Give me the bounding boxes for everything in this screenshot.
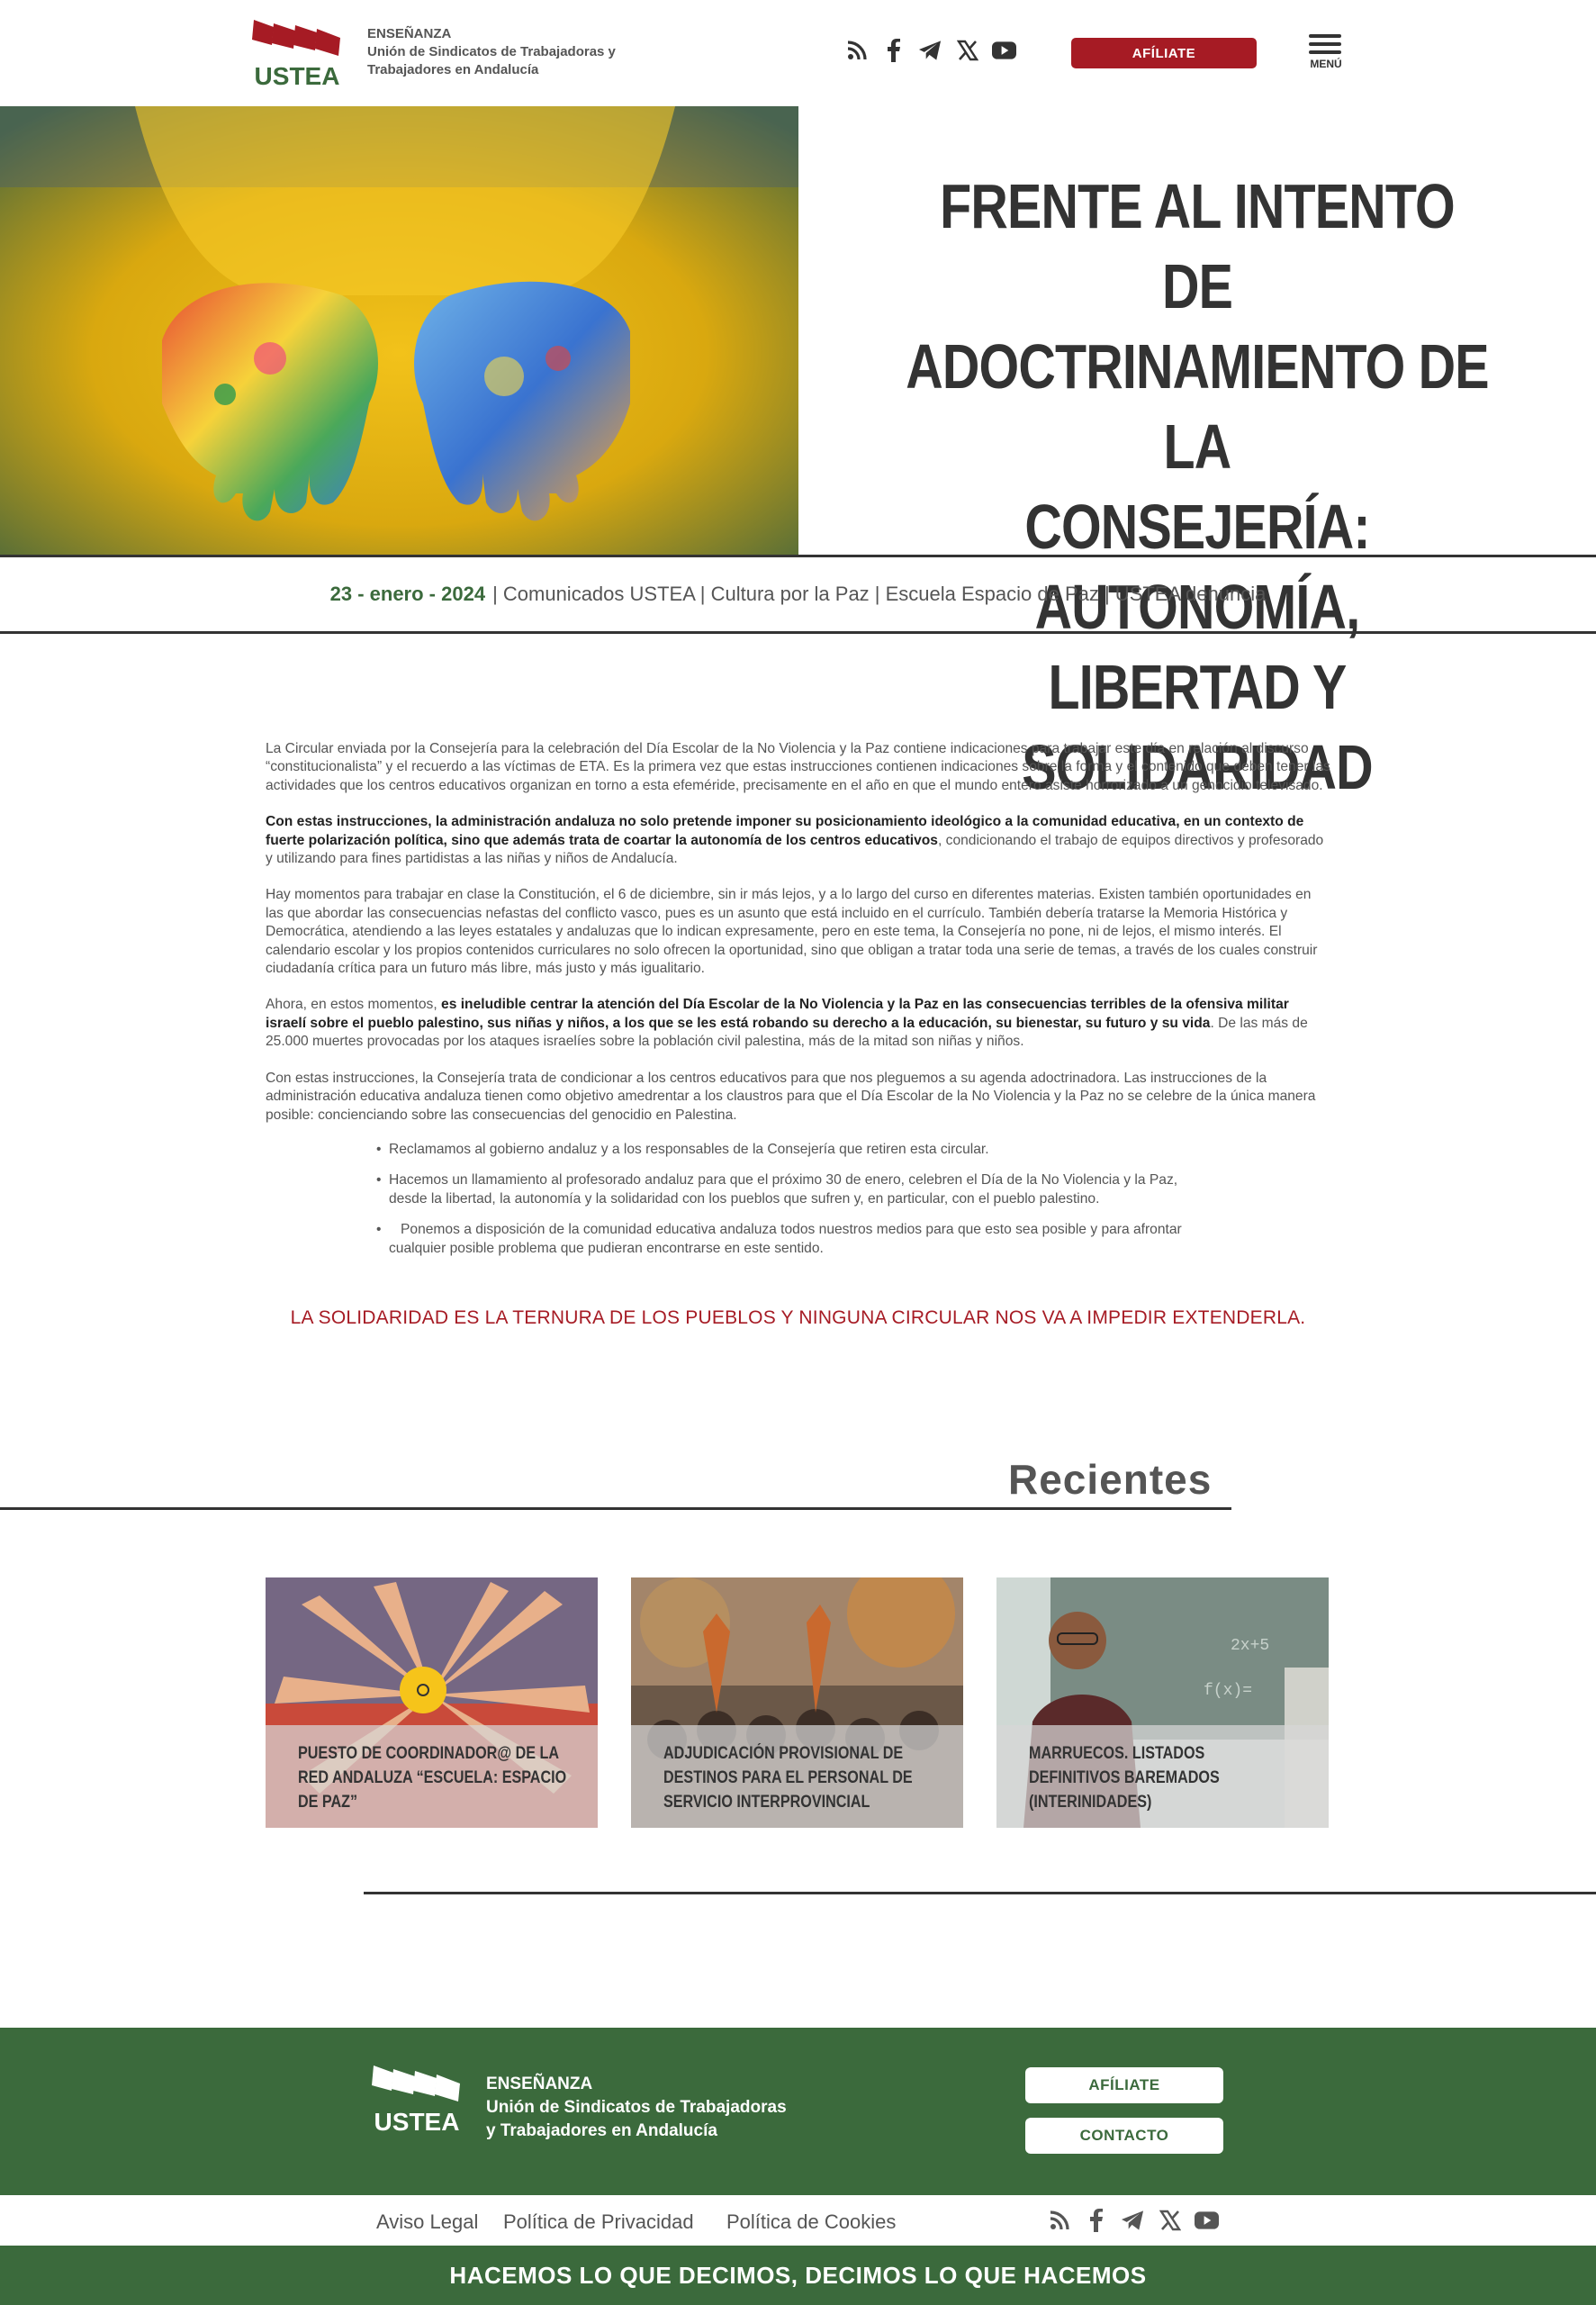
social-links-header (844, 38, 1016, 62)
footer-slogan: HACEMOS LO QUE DECIMOS, DECIMOS LO QUE HACEMOS (0, 2246, 1596, 2305)
menu-button[interactable] (1309, 34, 1343, 70)
card-title[interactable]: PUESTO DE COORDINADOR@ DE LA RED ANDALUZA “ESCUELA: ESPACIO DE PAZ” (298, 1744, 567, 1812)
footer-org-line1: ENSEÑANZA (486, 2074, 593, 2093)
site-footer (0, 2028, 1596, 2195)
org-name-line2: Unión de Sindicatos de Trabajadoras y (367, 44, 616, 59)
site-header (0, 0, 1596, 106)
recent-posts (266, 1577, 1329, 1828)
list-item: • Hacemos un llamamiento al profesorado andaluz para que el próximo 30 de enero, celebren el Día de la No Violencia y la Paz, desde la libertad, la autonomía y la solidaridad con los pueblos que sufren y, en particular, con el pueblo palestino. (389, 1171, 1217, 1208)
svg-text:2x+5: 2x+5 (1231, 1637, 1270, 1655)
article-bold-text: es ineludible centrar la atención del Día Escolar de la No Violencia y la Paz en las consecuencias terribles de la ofensiva militar israelí sobre el pueblo palestino, sus niñas y niños, a los que se les está robando su derecho a la educación, su bienestar, su futuro y su vida (266, 997, 1289, 1031)
post-categories[interactable]: | Comunicados USTEA | Cultura por la Paz | Escuela Espacio de Paz | USTEA denuncia (492, 583, 1267, 605)
footer-logo[interactable] (372, 2064, 462, 2136)
org-name (367, 25, 616, 79)
closing-statement: LA SOLIDARIDAD ES LA TERNURA DE LOS PUEBLOS Y NINGUNA CIRCULAR NOS VA A IMPEDIR EXTENDERLA. (290, 1307, 1306, 1328)
logo-word: USTEA (254, 62, 340, 88)
footer-org-line3: y Trabajadores en Andalucía (486, 2121, 717, 2140)
svg-text:f(x)=: f(x)= (1204, 1682, 1253, 1700)
footer-org-line2: Unión de Sindicatos de Trabajadoras (486, 2098, 787, 2117)
article-text: Ahora, en estos momentos, (266, 997, 442, 1013)
demands-list (389, 1141, 1217, 1258)
divider (364, 1892, 1596, 1894)
rss-icon[interactable] (1047, 2208, 1071, 2232)
article-body (266, 740, 1332, 1270)
article-meta (0, 555, 1596, 634)
article-paragraph: Con estas instrucciones, la Consejería trata de condicionar a los centros educativos para que nos pleguemos a su agenda adoctrinadora. Las instrucciones de la administración educativa andaluza tienen como objetivo amedrentar a los claustros para que el Día Escolar de la No Violencia y la Paz no se celebre de la única manera posible: concienciando sobre las consecuencias del genocidio en Palestina. (266, 1070, 1316, 1123)
x-icon[interactable] (1158, 2208, 1182, 2232)
article-paragraph (266, 813, 1332, 868)
article-title (902, 167, 1492, 808)
article-paragraph (266, 996, 1332, 1051)
recent-post-card[interactable] (996, 1577, 1329, 1828)
footer-legal-links (0, 2195, 1596, 2246)
hamburger-bar (1309, 50, 1341, 54)
facebook-icon[interactable] (1084, 2208, 1108, 2232)
title-line: LIBERTAD Y SOLIDARIDAD (1022, 652, 1373, 802)
org-name-line3: Trabajadores en Andalucía (367, 62, 539, 77)
rss-icon[interactable] (844, 38, 869, 62)
card-caption (266, 1725, 598, 1828)
cookies-link[interactable]: Política de Cookies (726, 2210, 897, 2233)
article-paragraph: Hay momentos para trabajar en clase la Constitución, el 6 de diciembre, sin ir más lejos, y a lo largo del curso en diferentes materias. Existen también oportunidades en las que abordar las consecuencias nefastas del conflicto vasco, pues es un asunto que está incluido en el currículo. También debería tratarse la Memoria Histórica y Democrática, atendiendo a las leyes estatales y andaluzas que lo indican expresamente, pero en este tema, la Consejería no pone, ni de lejos, el mismo interés. El calendario escolar y los propios contenidos curriculares no solo ofrecen la oportunidad, sino que obligan a tratar toda una serie de temas, a través de los cuales construir ciudadanía crítica para un futuro más libre, más justo y más igualitario. (266, 887, 1318, 977)
afiliate-button[interactable]: AFÍLIATE (1071, 38, 1257, 68)
title-line: ADOCTRINAMIENTO DE LA (906, 331, 1489, 482)
youtube-icon[interactable] (1195, 2208, 1219, 2232)
hero-image-painted-hands (0, 106, 798, 555)
youtube-icon[interactable] (992, 38, 1016, 62)
post-date: 23 - enero - 2024 (329, 583, 486, 605)
logo-word: USTEA (374, 2108, 460, 2136)
article-bold-text: Con estas instrucciones, la administración andaluza no solo pretende imponer su posicionamiento ideológico a la comunidad educativa, en un contexto de fuerte polarización política, sino que además trata de coartar la autonomía de los centros educativos (266, 814, 1304, 848)
card-caption (996, 1725, 1329, 1828)
divider (0, 1507, 1231, 1510)
recent-post-card[interactable] (631, 1577, 963, 1828)
card-title[interactable]: MARRUECOS. LISTADOS DEFINITIVOS BAREMADOS (INTERINIDADES) (1029, 1744, 1220, 1812)
title-line: CONSEJERÍA: AUTONOMÍA, (1024, 492, 1370, 642)
ustea-logo[interactable] (252, 18, 342, 88)
article-text: , condicionando el trabajo de equipos directivos y profesorado y utilizando para fines partidistas a las niñas y niños de Andalucía. (266, 832, 1324, 867)
telegram-icon[interactable] (1121, 2208, 1145, 2232)
menu-label: MENÚ (1310, 58, 1342, 70)
aviso-legal-link[interactable]: Aviso Legal (376, 2210, 479, 2233)
list-item: • Ponemos a disposición de la comunidad educativa andaluza todos nuestros medios para que esto sea posible y para afrontar cualquier posible problema que pudieran encontrarse en este sentido. (389, 1221, 1217, 1258)
facebook-icon[interactable] (881, 38, 906, 62)
telegram-icon[interactable] (918, 38, 942, 62)
article-text: . De las más de 25.000 muertes provocadas por los ataques israelíes sobre la población civil palestina, más de la mitad son niñas y niños. (266, 1015, 1308, 1050)
footer-contacto-button[interactable]: CONTACTO (1025, 2118, 1223, 2154)
social-links-footer (1047, 2208, 1219, 2232)
list-item: • Reclamamos al gobierno andaluz y a los responsables de la Consejería que retiren esta circular. (389, 1141, 1217, 1159)
card-title[interactable]: ADJUDICACIÓN PROVISIONAL DE DESTINOS PARA EL PERSONAL DE SERVICIO INTERPROVINCIAL (663, 1744, 913, 1812)
card-caption (631, 1725, 963, 1828)
flag-logo-icon (372, 2064, 462, 2136)
title-line: FRENTE AL INTENTO DE (940, 171, 1455, 321)
recientes-heading: Recientes (1008, 1456, 1213, 1503)
hamburger-bar (1309, 42, 1341, 46)
recent-post-card[interactable] (266, 1577, 598, 1828)
x-icon[interactable] (955, 38, 979, 62)
hamburger-icon (1309, 34, 1341, 38)
privacidad-link[interactable]: Política de Privacidad (503, 2210, 694, 2233)
article-paragraph: La Circular enviada por la Consejería para la celebración del Día Escolar de la No Violencia y la Paz contiene indicaciones para trabajar este día en relación al discurso “constitucionalista” y el recuerdo a las víctimas de ETA. Es la primera vez que estas instrucciones contienen indicaciones sobre la forma y el contenido que deben tener las actividades que los centros educativos organizan en torno a esta efeméride, precisamente en el año en que el mundo entero asiste horrorizado a un genocidio televisado. (266, 741, 1330, 793)
flag-logo-icon (252, 18, 342, 88)
org-name-line1: ENSEÑANZA (367, 26, 452, 41)
footer-org-name (486, 2073, 787, 2143)
footer-afiliate-button[interactable]: AFÍLIATE (1025, 2067, 1223, 2103)
